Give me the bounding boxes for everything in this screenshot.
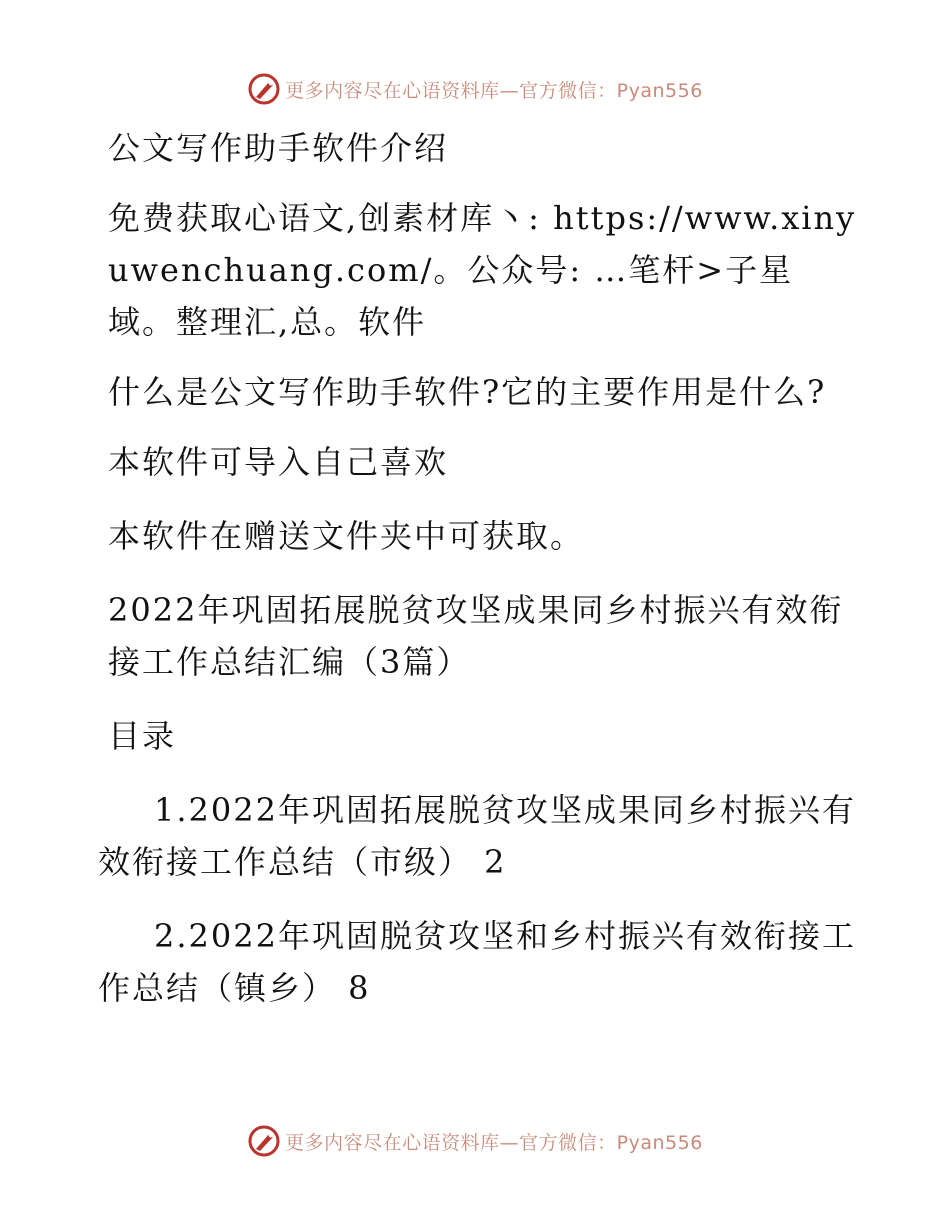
footer-watermark [0,1124,950,1158]
compilation-title: 2022年巩固拓展脱贫攻坚成果同乡村振兴有效衔接工作总结汇编（3篇） [108,591,844,681]
intro-paragraph: 免费获取心语文,创素材库丶: https://www.xinyuwenchuang.com/。公众号: …笔杆>子星域。整理汇,总。软件 [108,199,857,341]
toc-heading: 目录 [108,717,177,755]
header-watermark [0,72,950,106]
folder-paragraph: 本软件在赠送文件夹中可获取。 [108,517,585,555]
document-body [98,122,858,1014]
question-paragraph: 什么是公文写作助手软件?它的主要作用是什么? [108,373,827,411]
toc-item-2: 2.2022年巩固脱贫攻坚和乡村振兴有效衔接工作总结（镇乡） 8 [98,917,856,1007]
pen-logo-icon [247,1124,281,1158]
pen-logo-icon [247,72,281,106]
watermark-text: 更多内容尽在心语资料库—官方微信：Pyan556 [285,79,703,102]
watermark-text: 更多内容尽在心语资料库—官方微信：Pyan556 [285,1131,703,1154]
import-paragraph: 本软件可导入自己喜欢 [108,443,449,481]
doc-title: 公文写作助手软件介绍 [108,129,449,167]
toc-item-1: 1.2022年巩固拓展脱贫攻坚成果同乡村振兴有效衔接工作总结（市级） 2 [98,791,856,881]
